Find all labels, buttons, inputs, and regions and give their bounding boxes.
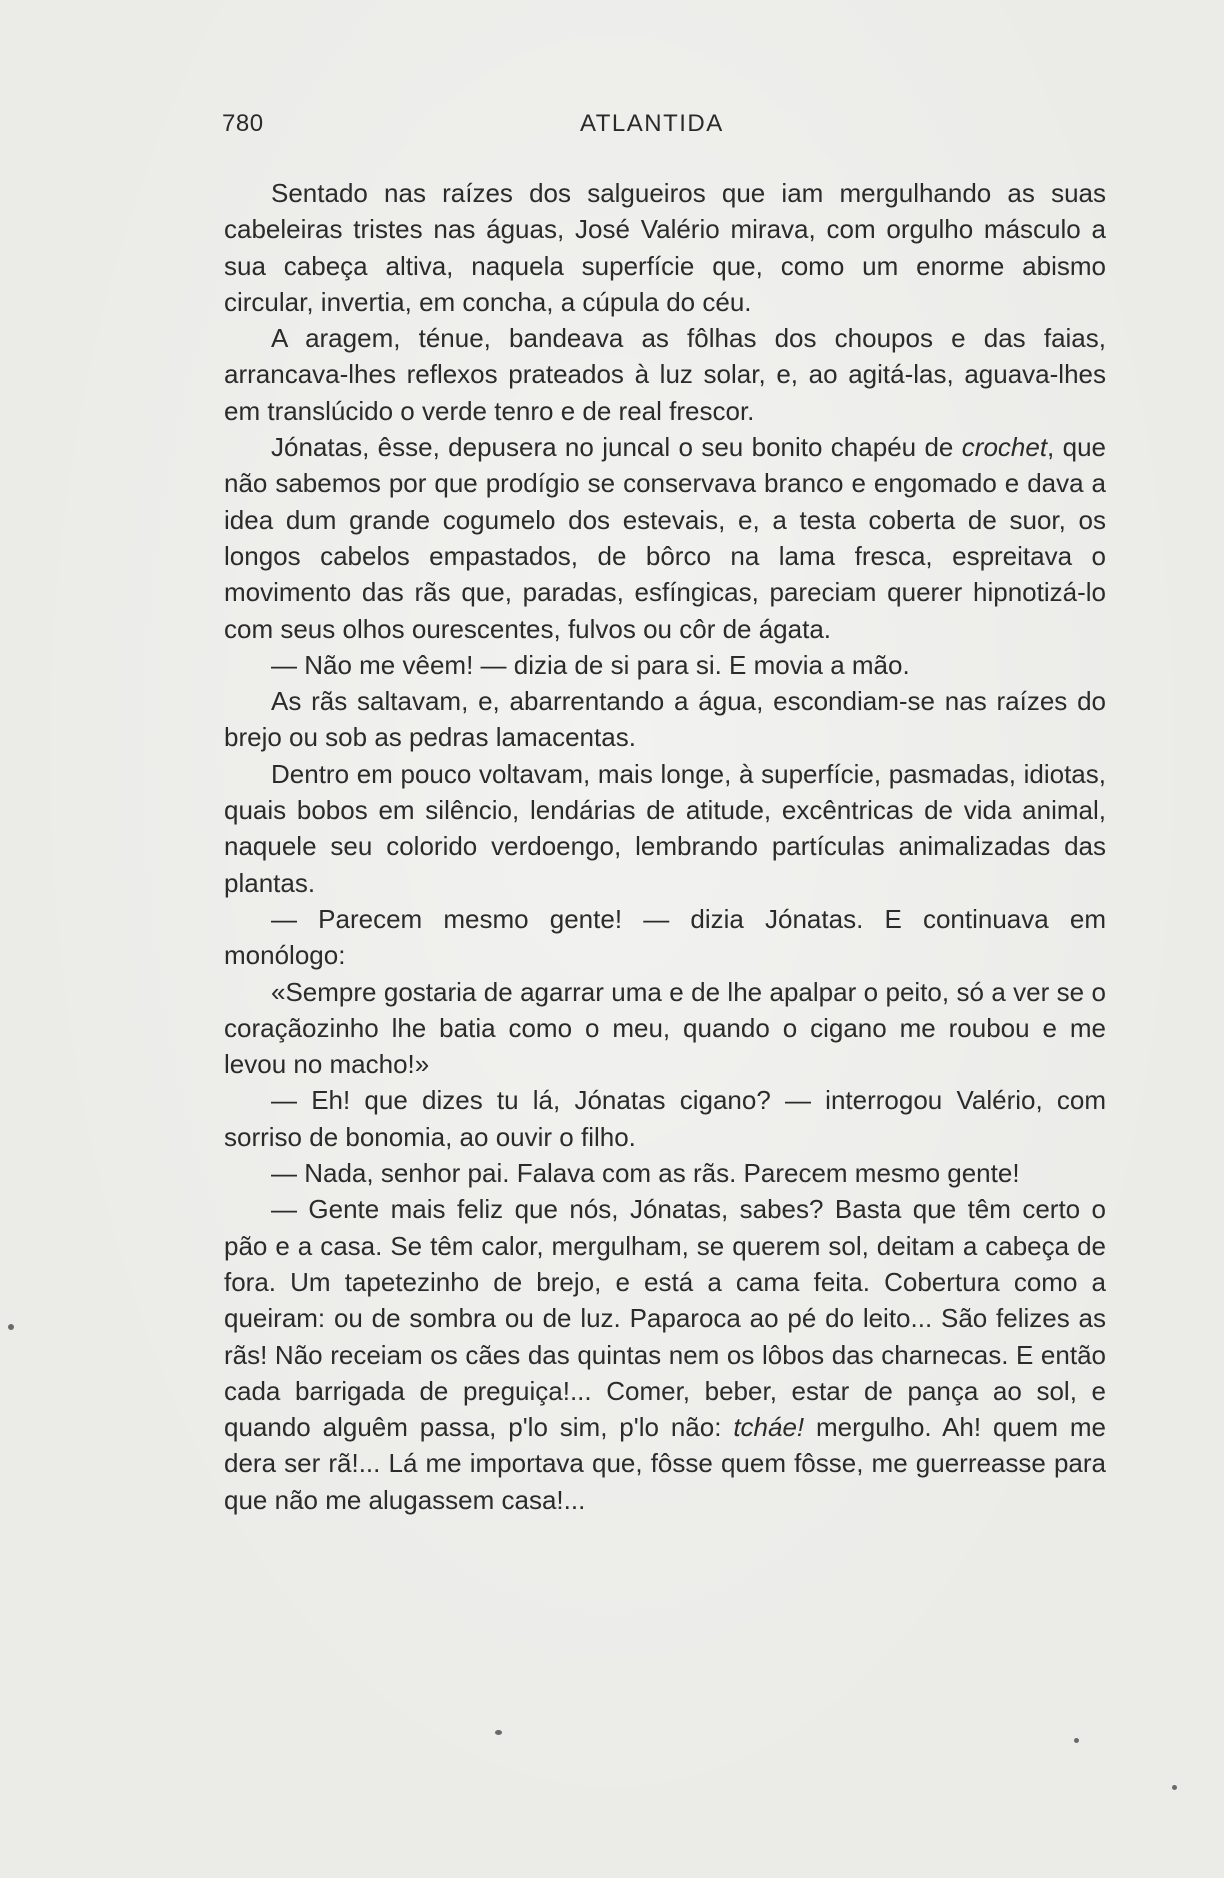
italic-word: crochet bbox=[961, 432, 1048, 463]
paragraph-text: Jónatas, êsse, depusera no juncal o seu bonito chapéu de bbox=[271, 432, 954, 463]
paragraph-text: mergulho. Ah! quem me dera ser rã!... Lá me importava que, fôsse quem fôsse, me guerreasse para que não me alugassem casa!... bbox=[224, 1412, 1106, 1515]
paragraph: — Não me vêem! — dizia de si para si. E movia a mão. bbox=[271, 649, 910, 680]
page-number: 780 bbox=[222, 110, 264, 137]
paragraph: «Sempre gostaria de agarrar uma e de lhe apalpar o peito, só a ver se o coraçãozinho lhe batia como o meu, quando o cigano me roubou e me levou no macho!» bbox=[224, 976, 1106, 1080]
running-title: ATLANTIDA bbox=[580, 110, 724, 137]
paragraph: — Nada, senhor pai. Falava com as rãs. Parecem mesmo gente! bbox=[271, 1158, 1020, 1189]
paragraph: Dentro em pouco voltavam, mais longe, à superfície, pasmadas, idiotas, quais bobos em silêncio, lendárias de atitude, excêntricas de vida animal, naquele seu colorido verdoengo, lembrando partículas animalizadas das plantas. bbox=[224, 758, 1106, 898]
speck-mark bbox=[1172, 1785, 1177, 1790]
paragraph: A aragem, ténue, bandeava as fôlhas dos choupos e das faias, arrancava-lhes reflexos prateados à luz solar, e, ao agitá-las, aguava-lhes em translúcido o verde tenro e de real frescor. bbox=[224, 323, 1106, 426]
paragraph-text: — Gente mais feliz que nós, Jónatas, sabes? Basta que têm certo o pão e a casa. Se têm calor, mergulham, se querem sol, deitam a cabeça de fora. Um tapetezinho de brejo, e está a cama feita. Cobertura como a queiram: ou de sombra ou de luz. Paparoca ao pé do leito... São felizes as rãs! Não receiam os cães das quintas nem os lôbos das charnecas. E então cada barrigada de preguiça!... Comer, beber, estar de pança ao sol, e quando alguêm passa, p'lo sim, p'lo não: bbox=[224, 1194, 1106, 1443]
speck-mark bbox=[8, 1324, 14, 1330]
speck-mark bbox=[495, 1730, 502, 1735]
paragraph: Sentado nas raízes dos salgueiros que iam mergulhando as suas cabeleiras tristes nas águas, José Valério mirava, com orgulho másculo a sua cabeça altiva, naquela superfície que, como um enorme abismo circular, invertia, em concha, a cúpula do céu. bbox=[224, 178, 1106, 317]
italic-word: tcháe! bbox=[733, 1412, 805, 1443]
paragraph bbox=[224, 429, 1106, 647]
paragraph: — Eh! que dizes tu lá, Jónatas cigano? — interrogou Valério, com sorriso de bonomia, ao ouvir o filho. bbox=[224, 1085, 1106, 1152]
page-header bbox=[222, 110, 1108, 140]
body-text bbox=[224, 175, 1106, 1518]
paragraph: — Parecem mesmo gente! — dizia Jónatas. E continuava em monólogo: bbox=[224, 903, 1106, 971]
paragraph bbox=[224, 1191, 1106, 1518]
paragraph: As rãs saltavam, e, abarrentando a água, escondiam-se nas raízes do brejo ou sob as pedras lamacentas. bbox=[224, 686, 1106, 753]
speck-mark bbox=[1074, 1738, 1079, 1743]
paragraph-text: , que não sabemos por que prodígio se conservava branco e engomado e dava a idea dum grande cogumelo dos estevais, e, a testa coberta de suor, os longos cabelos empastados, de bôrco na lama fresca, espreitava o movimento das rãs que, paradas, esfíngicas, pareciam querer hipnotizá-lo com seus olhos ourescentes, fulvos ou côr de ágata. bbox=[224, 432, 1107, 644]
